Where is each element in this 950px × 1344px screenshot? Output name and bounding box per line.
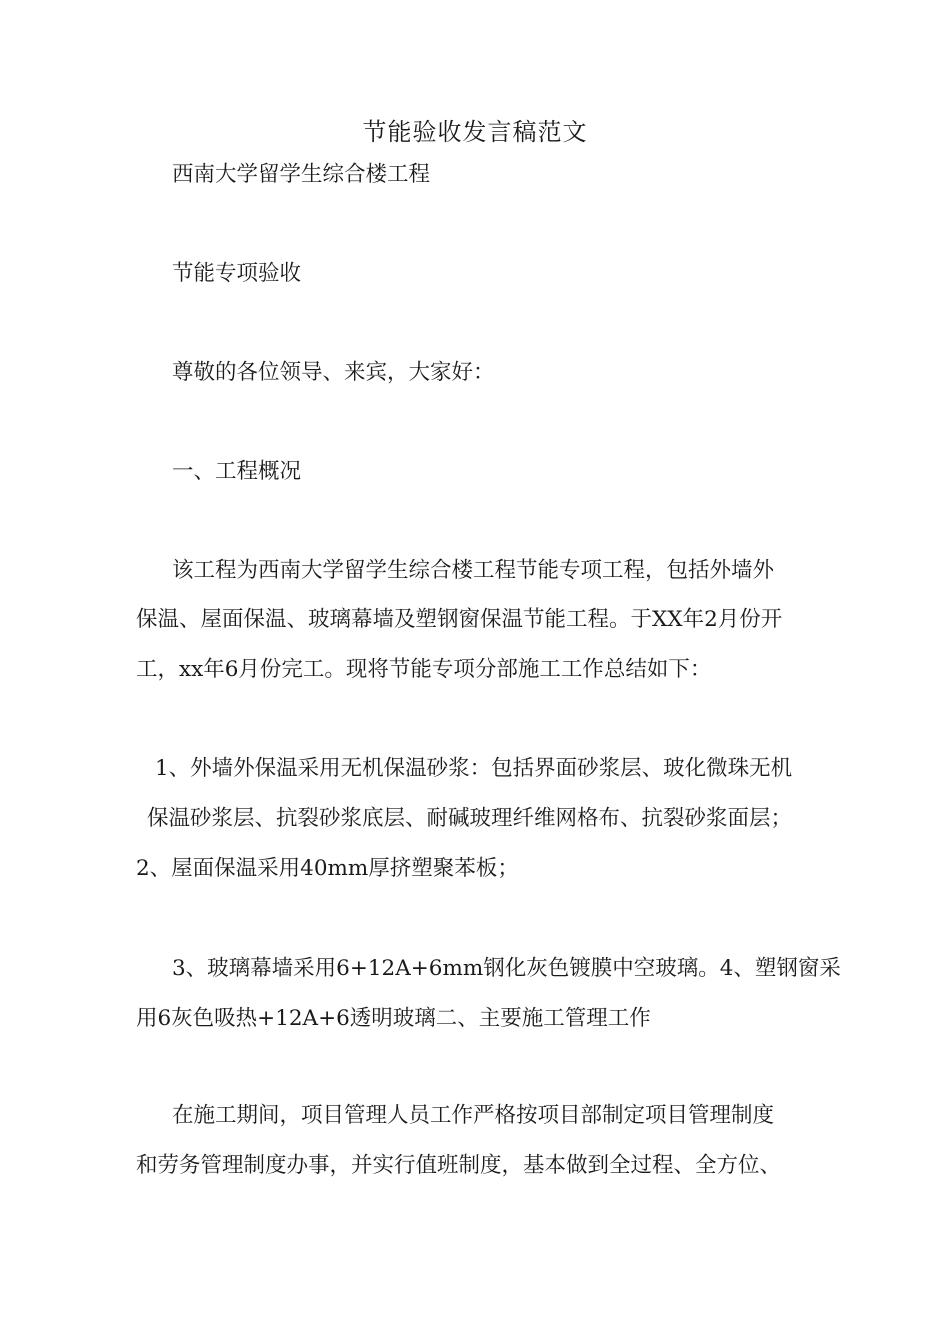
document-title: 节能验收发言稿范文	[362, 118, 588, 146]
subject-line: 节能专项验收	[172, 261, 302, 286]
project-name: 西南大学留学生综合楼工程	[172, 162, 431, 187]
item-line: 保温砂浆层、抗裂砂浆底层、耐碱玻理纤维网格布、抗裂砂浆面层；	[147, 806, 793, 831]
management-line: 在施工期间，项目管理人员工作严格按项目部制定项目管理制度	[172, 1103, 775, 1128]
overview-line: 该工程为西南大学留学生综合楼工程节能专项工程，包括外墙外	[172, 558, 775, 583]
item-line: 2、屋面保温采用40mm厚挤塑聚苯板；	[136, 856, 519, 881]
overview-line: 工，xx年6月份完工。现将节能专项分部施工工作总结如下：	[136, 657, 712, 682]
overview-line: 保温、屋面保温、玻璃幕墙及塑钢窗保温节能工程。于XX年2月份开	[136, 607, 783, 632]
glass-line: 用6灰色吸热+12A+6透明玻璃二、主要施工管理工作	[136, 1006, 651, 1031]
glass-line: 3、玻璃幕墙采用6+12A+6mm钢化灰色镀膜中空玻璃。4、塑钢窗采	[172, 956, 841, 981]
item-line: 1、外墙外保温采用无机保温砂浆：包括界面砂浆层、玻化微珠无机	[155, 756, 793, 781]
management-line: 和劳务管理制度办事，并实行值班制度，基本做到全过程、全方位、	[136, 1153, 782, 1178]
section-heading: 一、工程概况	[172, 459, 302, 484]
greeting-line: 尊敬的各位领导、来宾，大家好：	[172, 360, 495, 385]
